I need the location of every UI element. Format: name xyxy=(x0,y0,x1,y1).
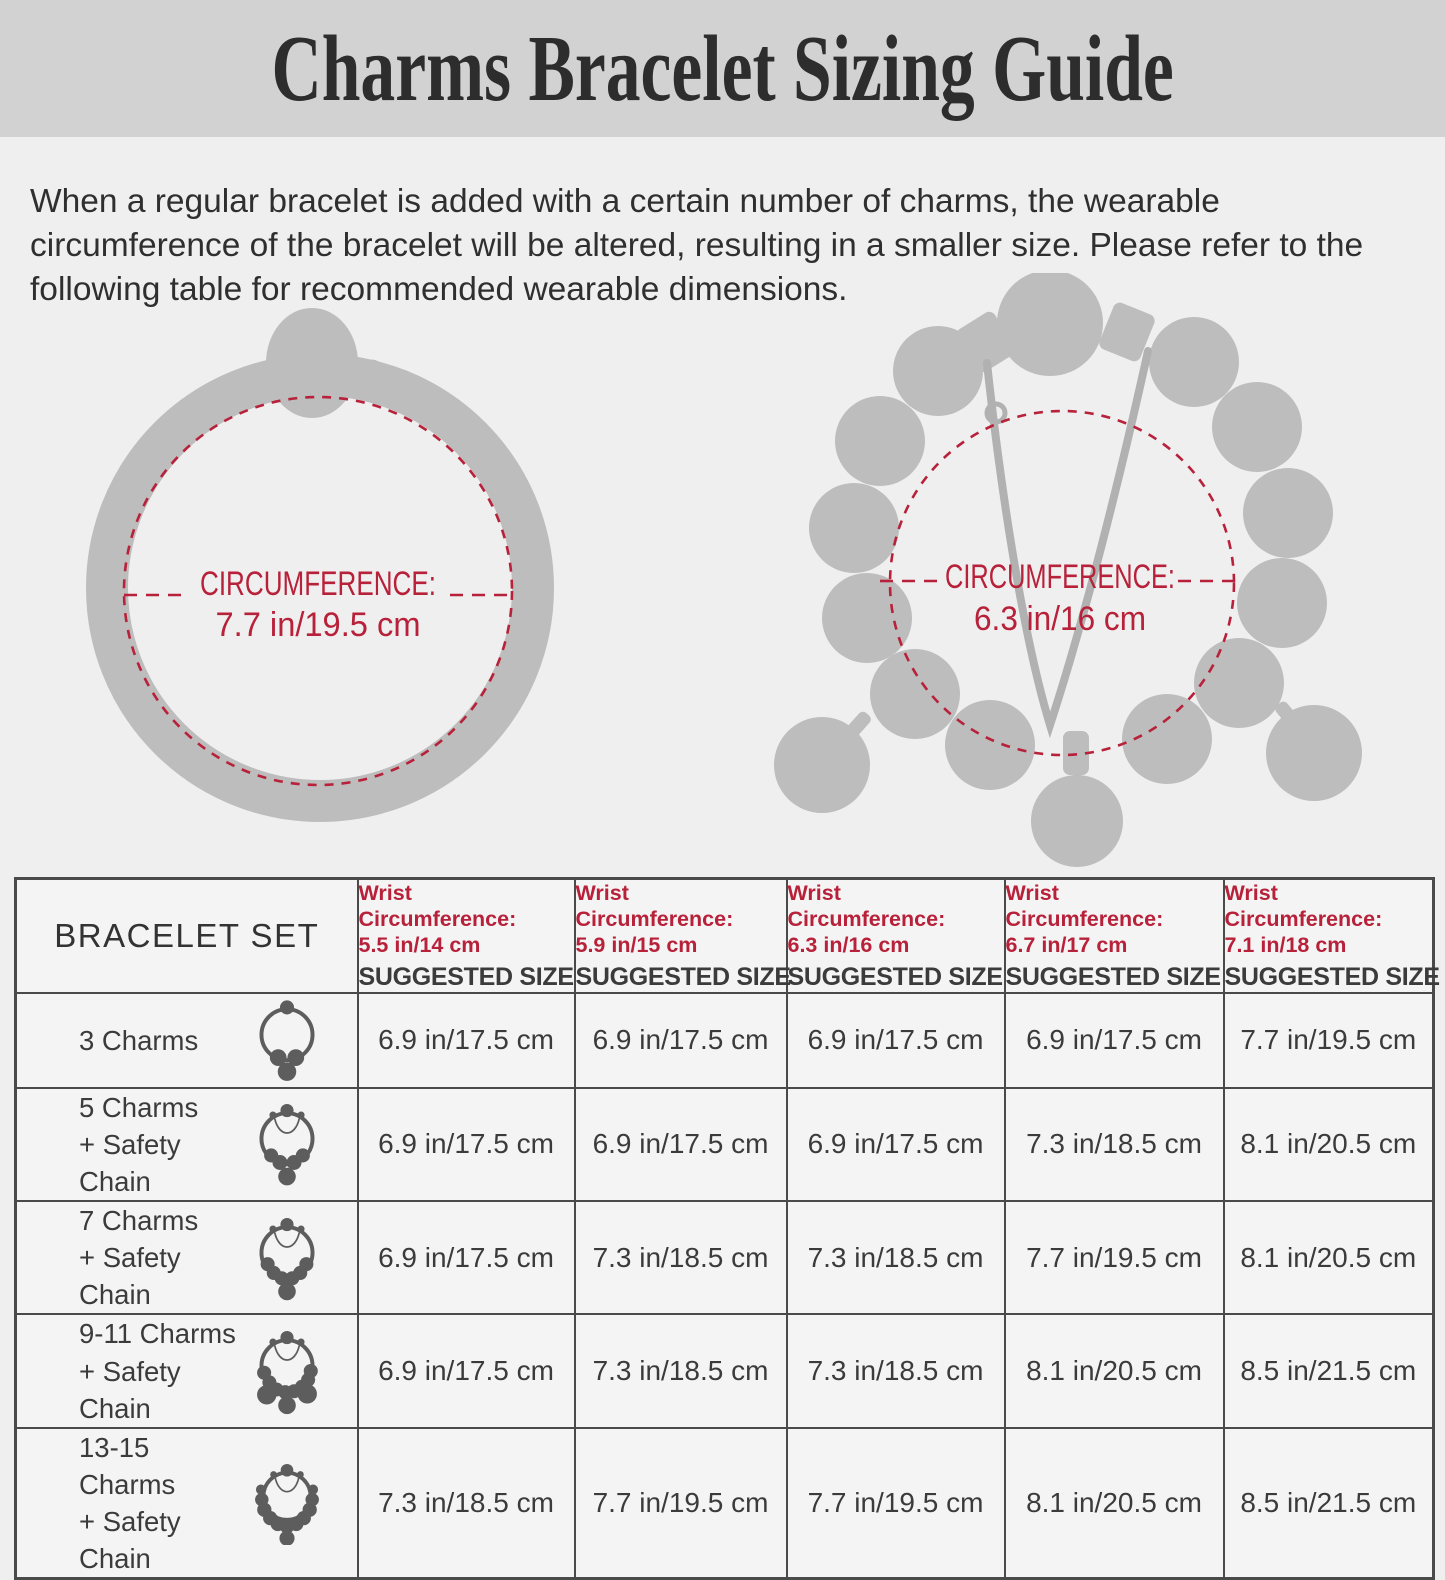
circumference-value: 6.3 in/16 cm xyxy=(974,600,1146,638)
wrist-circumference-label: Wrist Circumference: xyxy=(1005,881,1164,932)
plain-bracelet-diagram xyxy=(40,273,600,868)
size-cell: 6.9 in/17.5 cm xyxy=(787,1088,1005,1201)
size-cell: 6.9 in/17.5 cm xyxy=(575,993,787,1088)
charm-beads xyxy=(809,317,1333,790)
sizing-table xyxy=(14,877,1440,1580)
size-cell: 6.9 in/17.5 cm xyxy=(358,1088,575,1201)
intro-paragraph: When a regular bracelet is added with a certain number of charms, the wearable circumference of the bracelet will be altered, resulting in a smaller size. Please refer to the following table for recommended wearable dimensions. xyxy=(30,182,1364,308)
bracelet-5-charms-safety-chain-icon xyxy=(247,1100,327,1188)
bracelet-set-label-line2: + Safety Chain xyxy=(79,1242,181,1311)
size-cell: 7.3 in/18.5 cm xyxy=(787,1201,1005,1314)
wrist-size-column-header-5 xyxy=(1224,879,1440,993)
wrist-circumference-label: Wrist Circumference: xyxy=(358,881,517,932)
circumference-label: CIRCUMFERENCE: xyxy=(200,565,436,603)
size-cell: 8.5 in/21.5 cm xyxy=(1224,1314,1434,1427)
size-cell: 6.9 in/17.5 cm xyxy=(1005,993,1224,1088)
bracelet-set-label-line1: 5 Charms xyxy=(79,1091,199,1123)
bracelet-set-label-line1: 13-15 Charms xyxy=(79,1431,176,1500)
size-cell: 7.3 in/18.5 cm xyxy=(358,1428,575,1579)
size-cell: 6.9 in/17.5 cm xyxy=(358,1201,575,1314)
bracelet-set-cell xyxy=(16,1088,358,1201)
dangle-charm-right xyxy=(1266,705,1362,801)
bracelet-3-charms-icon xyxy=(247,996,327,1084)
bracelet-set-column-header: BRACELET SET xyxy=(16,879,358,993)
size-cell: 6.9 in/17.5 cm xyxy=(787,993,1005,1088)
size-cell: 8.1 in/20.5 cm xyxy=(1005,1314,1224,1427)
size-cell: 8.1 in/20.5 cm xyxy=(1224,1088,1434,1201)
title-banner xyxy=(0,0,1445,137)
bracelet-set-cell xyxy=(16,1201,358,1314)
size-cell: 6.9 in/17.5 cm xyxy=(358,993,575,1088)
size-cell: 7.3 in/18.5 cm xyxy=(575,1201,787,1314)
suggested-size-label: SUGGESTED SIZE xyxy=(358,962,574,991)
size-cell: 6.9 in/17.5 cm xyxy=(575,1088,787,1201)
suggested-size-label: SUGGESTED SIZE xyxy=(1005,962,1221,991)
bracelet-13-15-charms-safety-chain-icon xyxy=(247,1461,327,1545)
size-cell: 7.3 in/18.5 cm xyxy=(787,1314,1005,1427)
size-cell: 7.7 in/19.5 cm xyxy=(1005,1201,1224,1314)
size-cell: 8.5 in/21.5 cm xyxy=(1224,1428,1434,1579)
bracelet-set-label xyxy=(79,1022,198,1059)
suggested-size-label: SUGGESTED SIZE xyxy=(575,962,791,991)
clasp-bead xyxy=(997,273,1103,376)
bracelet-set-label-line1: 9-11 Charms xyxy=(79,1318,236,1350)
size-cell: 7.3 in/18.5 cm xyxy=(575,1314,787,1427)
bracelet-7-charms-safety-chain-icon xyxy=(247,1214,327,1302)
page-title: Charms Bracelet Sizing Guide xyxy=(271,16,1174,121)
bracelet-set-label-line2: + Safety Chain xyxy=(79,1355,181,1424)
table-row-5-charms xyxy=(16,1088,1434,1201)
table-row-3-charms xyxy=(16,993,1434,1088)
size-cell: 8.1 in/20.5 cm xyxy=(1005,1428,1224,1579)
charm-bracelet-diagram xyxy=(700,273,1440,873)
wrist-circumference-value: 5.9 in/15 cm xyxy=(575,933,698,958)
size-cell: 7.3 in/18.5 cm xyxy=(1005,1088,1224,1201)
wrist-size-column-header-4 xyxy=(1005,879,1224,993)
bracelet-set-label-line1: 7 Charms xyxy=(79,1205,199,1237)
wrist-circumference-value: 6.3 in/16 cm xyxy=(787,933,910,958)
table-row-7-charms xyxy=(16,1201,1434,1314)
bracelet-set-label xyxy=(79,1202,247,1313)
bracelet-set-label xyxy=(79,1089,247,1200)
bracelet-set-label-line1: 3 Charms xyxy=(79,1024,199,1056)
suggested-size-label: SUGGESTED SIZE xyxy=(787,962,1003,991)
bracelet-set-cell xyxy=(16,1428,358,1579)
size-cell: 7.7 in/19.5 cm xyxy=(1224,993,1434,1088)
wrist-circumference-label: Wrist Circumference: xyxy=(787,881,946,932)
safety-chain xyxy=(987,351,1148,725)
bracelet-set-label xyxy=(79,1315,247,1426)
table-row-13-15-charms xyxy=(16,1428,1434,1579)
wrist-circumference-label: Wrist Circumference: xyxy=(1224,881,1383,932)
dangle-charm-bottom xyxy=(1031,775,1123,867)
wrist-circumference-value: 6.7 in/17 cm xyxy=(1005,933,1128,958)
circumference-label: CIRCUMFERENCE: xyxy=(945,558,1175,596)
size-cell: 7.7 in/19.5 cm xyxy=(575,1428,787,1579)
circumference-value: 7.7 in/19.5 cm xyxy=(215,606,421,644)
bracelet-9-11-charms-safety-chain-icon xyxy=(247,1327,327,1415)
table-row-9-11-charms xyxy=(16,1314,1434,1427)
wrist-circumference-value: 7.1 in/18 cm xyxy=(1224,933,1347,958)
dangle-charm-left xyxy=(774,717,870,813)
wrist-size-column-header-2 xyxy=(575,879,791,993)
bracelet-set-cell xyxy=(16,1314,358,1427)
wrist-circumference-value: 5.5 in/14 cm xyxy=(358,933,481,958)
bracelet-set-label xyxy=(79,1429,247,1578)
wrist-size-column-header-3 xyxy=(787,879,1005,993)
size-cell: 8.1 in/20.5 cm xyxy=(1224,1201,1434,1314)
bracelet-set-label-line2: + Safety Chain xyxy=(79,1128,181,1197)
table-header-row xyxy=(16,879,1434,993)
size-cell: 7.7 in/19.5 cm xyxy=(787,1428,1005,1579)
wrist-size-column-header-1 xyxy=(358,879,575,993)
bracelet-set-cell xyxy=(16,993,358,1088)
wrist-circumference-label: Wrist Circumference: xyxy=(575,881,734,932)
size-cell: 6.9 in/17.5 cm xyxy=(358,1314,575,1427)
bracelet-set-label-line2: + Safety Chain xyxy=(79,1506,181,1575)
suggested-size-label: SUGGESTED SIZE xyxy=(1224,962,1440,991)
